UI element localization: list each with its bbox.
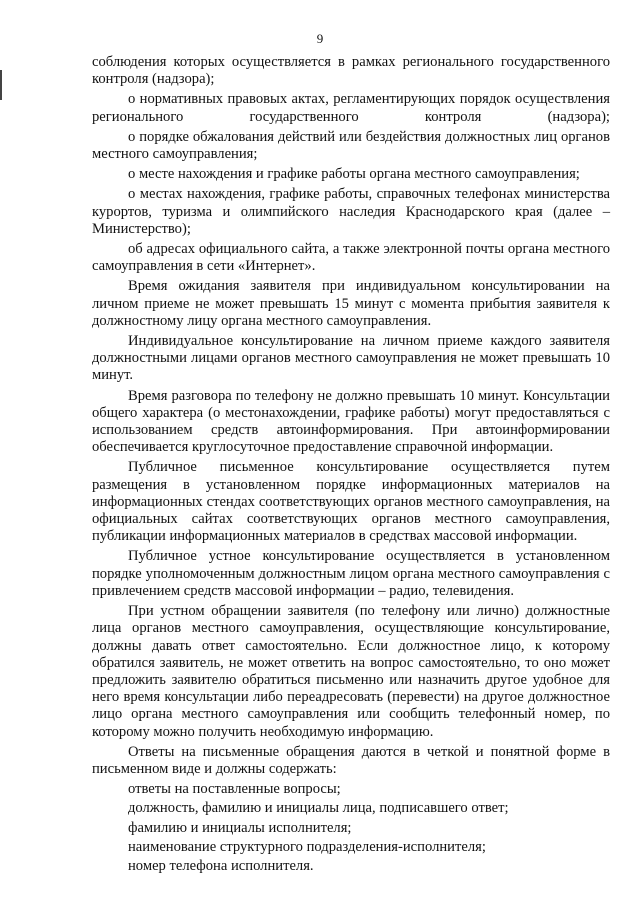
- paragraph: Время ожидания заявителя при индивидуальном консультировании на личном приеме не может превышать 15 минут с момента прибытия заявителя к должностному лицу органа местного самоуправления.: [92, 278, 610, 329]
- paragraph: Время разговора по телефону не должно превышать 10 минут. Консультации общего характера (о местонахождении, графике работы) могут предоставляться с использованием средств автоинформирования. При автоинформировании обеспечивается круглосуточное предоставление справочной информации.: [92, 387, 610, 456]
- list-item: номер телефона исполнителя.: [128, 857, 314, 874]
- paragraph: о месте нахождения и графике работы органа местного самоуправления;: [128, 166, 580, 183]
- paragraph: о порядке обжалования действий или бездействия должностных лиц органов местного самоуправления;: [92, 128, 610, 163]
- list-item: наименование структурного подразделения-исполнителя;: [128, 838, 486, 855]
- paragraph: Публичное письменное консультирование осуществляется путем размещения в установленном порядке информационных материалов на информационных стендах соответствующих органов местного самоуправления, на официальных сайтах соответствующих органов местного самоуправления, публикации информационных материалов в средствах массовой информации.: [92, 459, 610, 545]
- paragraph: Ответы на письменные обращения даются в четкой и понятной форме в письменном виде и должны содержать:: [92, 743, 610, 777]
- list-item: фамилию и инициалы исполнителя;: [128, 819, 352, 836]
- response-requirements-list: [92, 781, 610, 875]
- paragraph: Публичное устное консультирование осуществляется в установленном порядке уполномоченным должностным лицом органа местного самоуправления с привлечением средств массовой информации – радио, телевидения.: [92, 548, 610, 599]
- paragraph: Индивидуальное консультирование на личном приеме каждого заявителя должностными лицами органов местного самоуправления не может превышать 10 минут.: [92, 333, 610, 384]
- paragraph: При устном обращении заявителя (по телефону или лично) должностные лица органов местного самоуправления, осуществляющие консультирование, должны давать ответ самостоятельно. Если должностное лицо, к которому обратился заявитель, не может ответить на вопрос самостоятельно, то оно может предложить заявителю обратиться письменно или назначить другое удобное для него время консультации либо переадресовать (перевести) на другое должностное лицо органа местного самоуправления или сообщить телефонный номер, по которому можно получить необходимую информацию.: [92, 603, 610, 740]
- paragraph: о нормативных правовых актах, регламентирующих порядок осуществления регионального государственного контроля (надзора);: [92, 91, 610, 125]
- page-number: 9: [316, 31, 324, 46]
- paragraph: о местах нахождения, графике работы, справочных телефонах министерства курортов, туризма и олимпийского наследия Краснодарского края (далее – Министерство);: [92, 186, 610, 237]
- scan-edge-mark: [0, 70, 2, 100]
- list-item: должность, фамилию и инициалы лица, подписавшего ответ;: [128, 800, 509, 817]
- list-item: ответы на поставленные вопросы;: [128, 781, 341, 798]
- paragraph: об адресах официального сайта, а также электронной почты органа местного самоуправления в сети «Интернет».: [92, 241, 610, 275]
- paragraph: соблюдения которых осуществляется в рамках регионального государственного контроля (надзора);: [92, 54, 610, 88]
- document-body: [92, 54, 610, 877]
